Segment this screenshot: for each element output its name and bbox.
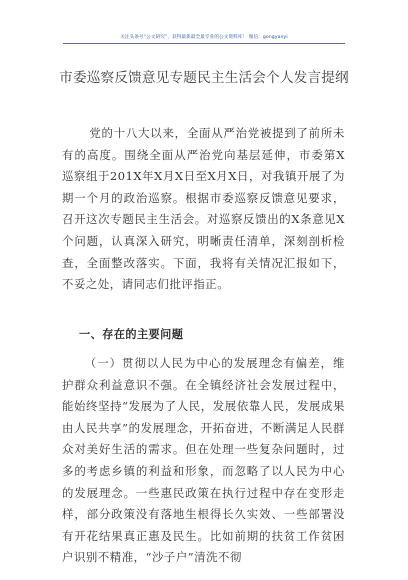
section-paragraph: （一）贯彻以人民为中心的发展理念有偏差，维护群众利益意识不强。在全镇经济社会发展过程中，能始终坚持“发展为了人民，发展依靠人民，发展成果由人民共享”的发展理念，开拓奋进，不断满足人民群众对美好生活的需求。但在处理一些复杂问题时，过多的考虑乡镇的利益和形象，而忽略了以人民为中心的发展理念。一些惠民政策在执行过程中存在变形走样，部分政策没有落地生根得长久实效、一些部署没有开花结果真正惠及民生。比如前期的扶贫工作贫困户识别不精准，“沙子户”清洗不彻 [62,356,345,565]
header-banner: 关注头条号“公文研究”，获得最新最全最专业的公文资料库！ 微信：gongyanyi [120,35,288,40]
section-heading: 一、存在的主要问题 [79,328,184,341]
intro-paragraph: 党的十八大以来，全面从严治党被提到了前所未有的高度。围绕全面从严治党向基层延伸，市委第X巡察组于201X年X月X日至X月X日，对我镇开展了为期一个月的政治巡察。根据市委巡察反馈意见要求，召开这次专题民主生活会。对巡察反馈出的X条意见X个问题，认真深入研究，明晰责任清单，深刻剖析检查，全面整改落实。下面，我将有关情况汇报如下，不妥之处，请同志们批评指正。 [62,126,345,292]
document-title: 市委巡察反馈意见专题民主生活会个人发言提纲 [59,70,349,86]
header-divider [63,43,345,44]
